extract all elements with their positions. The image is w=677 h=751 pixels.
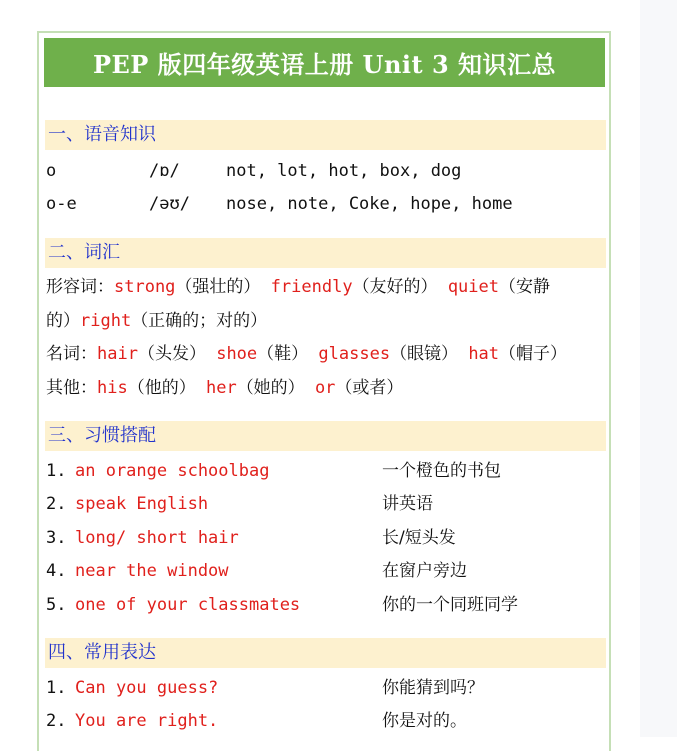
- item-number: 1.: [46, 461, 67, 481]
- vocab-meaning: （或者）: [335, 378, 404, 398]
- vocab-word: glasses: [318, 344, 391, 364]
- english-phrase: You are right.: [75, 711, 219, 731]
- section-heading-collocations: [45, 421, 606, 451]
- english-phrase: one of your classmates: [75, 595, 301, 615]
- vocab-meaning: （头发）: [137, 344, 206, 364]
- phonics-ipa: /ɒ/: [149, 161, 180, 181]
- section-heading-text: 三、习惯搭配: [48, 425, 156, 446]
- chinese-meaning: 你能猜到吗？: [382, 678, 484, 698]
- vocab-meaning: （强壮的）: [175, 277, 261, 297]
- chinese-meaning: 一个橙色的书包: [382, 461, 501, 481]
- expression-row: [46, 707, 606, 735]
- english-phrase: Can you guess?: [75, 678, 219, 698]
- phonics-row: [46, 190, 606, 218]
- section-heading-expressions: [45, 638, 606, 668]
- content-frame: [37, 31, 611, 751]
- document-title: PEP 版四年级英语上册 Unit 3 知识汇总: [44, 38, 605, 87]
- vocab-nouns: [46, 337, 567, 371]
- chinese-meaning: 长/短头发: [382, 528, 456, 548]
- phonics-ipa: /əʊ/: [149, 194, 190, 214]
- section-heading-text: 一、语音知识: [48, 124, 156, 145]
- vocab-word: shoe: [216, 344, 258, 364]
- vocab-word: or: [314, 378, 336, 398]
- item-number: 5.: [46, 595, 67, 615]
- chinese-meaning: 讲英语: [382, 494, 433, 514]
- phonics-words: nose, note, Coke, hope, home: [226, 194, 513, 214]
- vocab-meaning: （眼镜）: [390, 344, 459, 364]
- vocab-word: strong: [114, 277, 176, 297]
- expression-row: [46, 674, 606, 702]
- chinese-meaning: 在窗户旁边: [382, 561, 467, 581]
- vocab-label: 名词：: [46, 344, 97, 364]
- vocab-meaning: （正确的；对的）: [131, 311, 268, 331]
- vocab-others: [46, 371, 403, 405]
- collocation-row: [46, 490, 606, 518]
- section-heading-text: 二、词汇: [48, 242, 120, 263]
- chinese-meaning: 你是对的。: [382, 711, 467, 731]
- vocab-meaning: （她的）: [236, 378, 305, 398]
- item-number: 4.: [46, 561, 67, 581]
- phonics-words: not, lot, hot, box, dog: [226, 161, 462, 181]
- vocab-word: right: [80, 311, 132, 331]
- phonics-row: [46, 157, 606, 185]
- collocation-row: [46, 557, 606, 585]
- item-number: 3.: [46, 528, 67, 548]
- item-number: 2.: [46, 494, 67, 514]
- english-phrase: near the window: [75, 561, 229, 581]
- phonics-letter: o-e: [46, 194, 77, 214]
- collocation-row: [46, 524, 606, 552]
- vocab-word: his: [97, 378, 128, 398]
- vocab-meaning: 的）: [46, 311, 80, 331]
- vocab-word: hat: [468, 344, 500, 364]
- phonics-letter: o: [46, 161, 57, 181]
- vocab-meaning: （友好的）: [352, 277, 438, 297]
- section-heading-vocab: [45, 238, 606, 268]
- vocab-word: quiet: [447, 277, 499, 297]
- collocation-row: [46, 457, 606, 485]
- item-number: 2.: [46, 711, 67, 731]
- item-number: 1.: [46, 678, 67, 698]
- vocab-meaning: （帽子）: [499, 344, 568, 364]
- viewer-side-panel: [640, 0, 677, 737]
- english-phrase: speak English: [75, 494, 209, 514]
- vocab-meaning: （鞋）: [257, 344, 309, 364]
- collocation-row: [46, 591, 606, 619]
- vocab-label: 其他：: [46, 378, 97, 398]
- chinese-meaning: 你的一个同班同学: [382, 595, 518, 615]
- vocab-label: 形容词：: [46, 277, 114, 297]
- english-phrase: long/ short hair: [75, 528, 239, 548]
- vocab-meaning: （他的）: [127, 378, 196, 398]
- vocab-adjectives-cont: [46, 304, 267, 338]
- vocab-word: friendly: [270, 277, 353, 297]
- section-heading-text: 四、常用表达: [48, 642, 156, 663]
- vocab-word: hair: [97, 344, 138, 364]
- vocab-word: her: [205, 378, 237, 398]
- vocab-adjectives: [46, 270, 550, 304]
- section-heading-phonics: [45, 120, 606, 150]
- english-phrase: an orange schoolbag: [75, 461, 270, 481]
- vocab-meaning: （安静: [499, 277, 550, 297]
